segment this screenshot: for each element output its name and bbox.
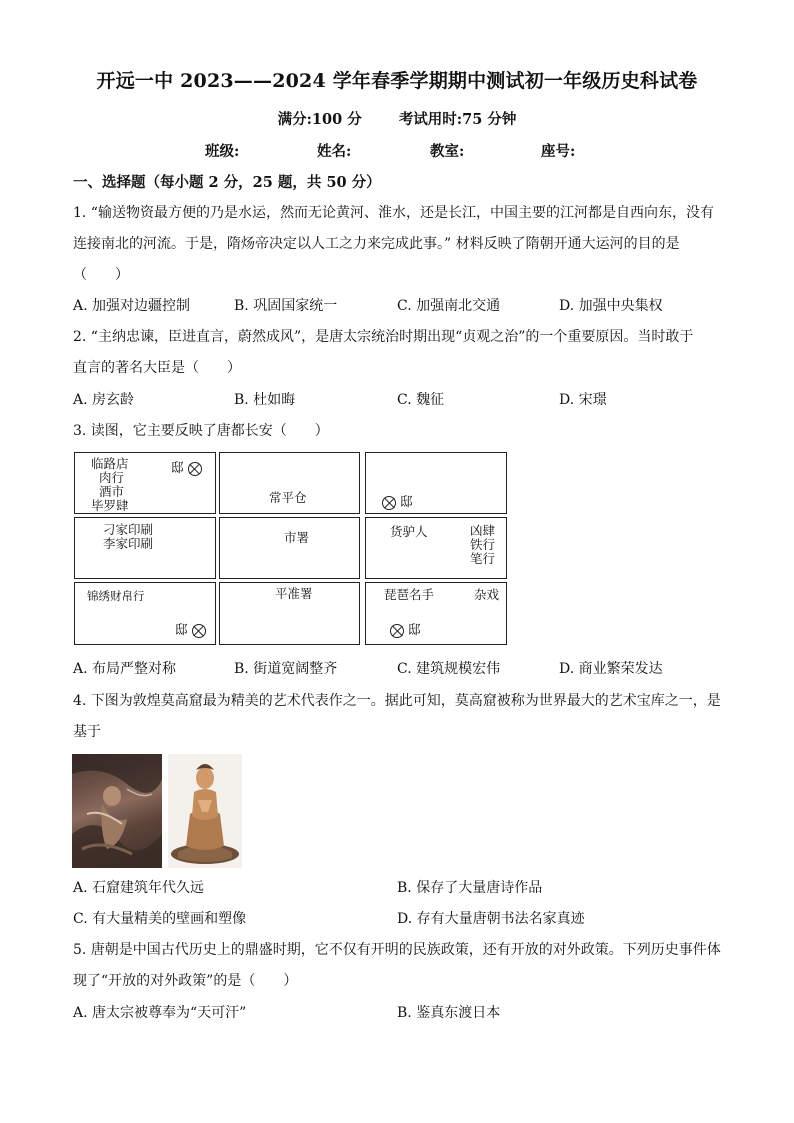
map-cell-7-label: 锦绣财帛行 [87, 589, 145, 603]
map-cell-6 [365, 517, 507, 579]
q4-option-a[interactable]: A. 石窟建筑年代久远 [73, 880, 205, 896]
q3-option-c[interactable]: C. 建筑规模宏伟 [397, 661, 501, 677]
map-cell-4-line2: 李家印刷 [103, 536, 154, 551]
map-cell-5-label: 市署 [284, 530, 310, 545]
map-cell-4-line1: 刁家印刷 [103, 522, 154, 537]
map-cell-6-right1: 凶肆 [470, 523, 496, 538]
q5-stem-line2: 现了“开放的对外政策”的是（ ） [73, 973, 298, 989]
map-cell-9-residence [390, 623, 421, 638]
residence-label: 邸 [171, 460, 184, 475]
statue-figure-icon [168, 754, 242, 868]
q4-option-c[interactable]: C. 有大量精美的壁画和塑像 [73, 911, 247, 927]
map-cell-5 [219, 517, 360, 579]
q4-stem-line1: 4. 下图为敦煌莫高窟最为精美的艺术代表作之一。据此可知，莫高窟被称为世界最大的艺术宝库之一，是 [73, 693, 721, 709]
residence-label: 邸 [407, 622, 421, 637]
q4-option-d[interactable]: D. 存有大量唐朝书法名家真迹 [397, 911, 585, 927]
q4-stem-line2: 基于 [73, 724, 101, 740]
map-cell-9-left: 琵琶名手 [384, 587, 435, 602]
room-label: 教室: [430, 143, 465, 160]
q3-stem: 3. 读图，它主要反映了唐都长安（ ） [73, 423, 329, 439]
map-cell-1-line2: 肉行 [99, 470, 125, 485]
seat-label: 座号: [541, 143, 576, 160]
q5-stem-line1: 5. 唐朝是中国古代历史上的鼎盛时期，它不仅有开明的民族政策，还有开放的对外政策。下列历史事件体 [73, 942, 721, 958]
q3-option-d[interactable]: D. 商业繁荣发达 [559, 661, 663, 677]
map-cell-1-residence [171, 461, 202, 476]
mogao-statue-image [168, 754, 242, 868]
mogao-mural-image [72, 754, 162, 868]
cross-circle-icon [188, 462, 202, 476]
class-label: 班级: [205, 143, 240, 160]
q1-stem-line3: （ ） [73, 267, 129, 283]
map-cell-3 [365, 452, 507, 514]
map-cell-1-line4: 毕罗肆 [91, 498, 129, 513]
map-cell-2-label: 常平仓 [269, 490, 307, 505]
map-cell-9 [365, 582, 507, 645]
cross-circle-icon [382, 496, 396, 510]
map-cell-7-residence [175, 623, 206, 638]
map-cell-1-line1: 临路店 [91, 456, 129, 471]
q2-stem-line2: 直言的著名大臣是（ ） [73, 360, 241, 376]
map-cell-8-label: 平准署 [275, 586, 313, 601]
map-cell-4 [74, 517, 216, 579]
q4-option-b[interactable]: B. 保存了大量唐诗作品 [397, 880, 543, 896]
q5-option-b[interactable]: B. 鉴真东渡日本 [397, 1005, 501, 1021]
residence-label: 邸 [399, 494, 413, 509]
map-cell-9-right: 杂戏 [474, 587, 500, 602]
q3-option-a[interactable]: A. 布局严整对称 [73, 661, 177, 677]
q1-option-b[interactable]: B. 巩固国家统一 [234, 298, 338, 314]
exam-meta [0, 108, 794, 129]
exam-time: 考试用时:75 分钟 [398, 111, 517, 128]
q2-option-c[interactable]: C. 魏征 [397, 392, 445, 408]
map-cell-6-left: 货驴人 [390, 524, 428, 539]
cross-circle-icon [390, 624, 404, 638]
map-cell-6-right2: 铁行 [470, 537, 496, 552]
section-heading: 一、选择题（每小题 2 分，25 题，共 50 分） [73, 174, 381, 191]
map-cell-3-residence [382, 495, 413, 510]
q2-option-b[interactable]: B. 杜如晦 [234, 392, 296, 408]
map-cell-1 [74, 452, 216, 514]
q2-stem-line1: 2. “主纳忠谏，臣进直言，蔚然成风”，是唐太宗统治时期出现“贞观之治”的一个重要原因。当时敢于 [73, 329, 694, 345]
q1-option-d[interactable]: D. 加强中央集权 [559, 298, 663, 314]
q2-option-d[interactable]: D. 宋璟 [559, 392, 607, 408]
q1-stem-line1: 1. “输送物资最方便的乃是水运，然而无论黄河、淮水，还是长江，中国主要的江河都是自西向东，没有 [73, 205, 714, 221]
mural-figure-icon [72, 754, 162, 868]
changan-market-map [73, 452, 507, 645]
name-label: 姓名: [317, 143, 352, 160]
map-cell-7 [74, 582, 216, 645]
map-cell-8 [219, 582, 360, 645]
map-cell-1-line3: 酒市 [99, 484, 125, 499]
q1-option-c[interactable]: C. 加强南北交通 [397, 298, 501, 314]
q5-option-a[interactable]: A. 唐太宗被尊奉为“天可汗” [73, 1005, 247, 1021]
residence-label: 邸 [175, 622, 188, 637]
map-cell-6-right3: 笔行 [470, 551, 496, 566]
map-cell-2 [219, 452, 360, 514]
q2-option-a[interactable]: A. 房玄龄 [73, 392, 135, 408]
q3-option-b[interactable]: B. 街道宽阔整齐 [234, 661, 338, 677]
full-score: 满分:100 分 [277, 111, 362, 128]
q1-option-a[interactable]: A. 加强对边疆控制 [73, 298, 191, 314]
exam-title: 开远一中 2023——2024 学年春季学期期中测试初一年级历史科试卷 [96, 70, 698, 92]
q1-stem-line2: 连接南北的河流。于是，隋炀帝决定以人工之力来完成此事。” 材料反映了隋朝开通大运河的目的是 [73, 236, 680, 252]
cross-circle-icon [192, 624, 206, 638]
